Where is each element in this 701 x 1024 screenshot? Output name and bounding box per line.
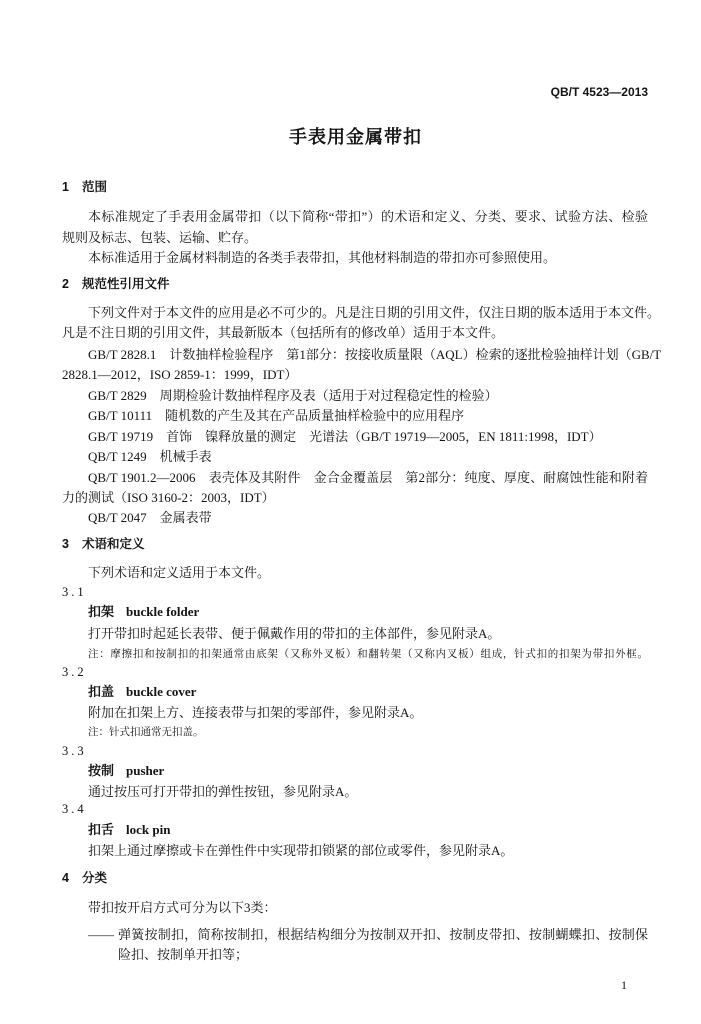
section-title: 范围 [82, 180, 108, 194]
term-heading [88, 602, 199, 622]
term-heading [88, 820, 170, 840]
reference-entry: QB/T 1249 机械手表 [88, 449, 212, 464]
section-intro: 下列术语和定义适用于本文件。 [88, 565, 271, 580]
term-chinese: 扣盖 [88, 684, 115, 699]
paragraph-line: 本标准适用于金属材料制造的各类手表带扣，其他材料制造的带扣亦可参照使用。 [88, 250, 557, 265]
term-english: buckle cover [126, 684, 197, 699]
term-definition: 打开带扣时起延长表带、便于佩戴作用的带扣的主体部件，参见附录A。 [88, 626, 501, 641]
section-title: 分类 [82, 871, 108, 885]
standard-code-header: QB/T 4523—2013 [550, 85, 648, 99]
paragraph-line: 凡是不注日期的引用文件，其最新版本（包括所有的修改单）适用于本文件。 [62, 325, 505, 340]
term-definition: 扣架上通过摩擦或卡在弹性件中实现带扣锁紧的部位或零件，参见附录A。 [88, 843, 514, 858]
section-4-heading [62, 868, 107, 888]
reference-entry: GB/T 19719 首饰 镍释放量的测定 光谱法（GB/T 19719—2005，EN 1811:1998，IDT） [88, 429, 602, 444]
paragraph-line: 下列文件对于本文件的应用是必不可少的。凡是注日期的引用文件，仅注日期的版本适用于本文件。 [88, 305, 661, 320]
term-chinese: 扣架 [88, 604, 115, 619]
reference-entry: GB/T 10111 随机数的产生及其在产品质量抽样检验中的应用程序 [88, 408, 465, 423]
section-number: 2 [62, 277, 69, 291]
reference-entry: GB/T 2828.1 计数抽样检验程序 第1部分：按接收质量限（AQL）检索的逐批检验抽样计划（GB/T [88, 347, 662, 362]
list-item-line: 弹簧按制扣，简称按制扣，根据结构细分为按制双开扣、按制皮带扣、按制蝴蝶扣、按制保 [118, 927, 648, 942]
reference-entry-continuation: 2828.1—2012，ISO 2859-1：1999，IDT） [62, 367, 298, 382]
section-number: 4 [62, 871, 69, 885]
reference-entry-continuation: 力的测试（ISO 3160-2：2003，IDT） [62, 490, 275, 505]
section-title: 规范性引用文件 [82, 277, 170, 291]
section-3-heading [62, 534, 145, 554]
section-1-heading [62, 177, 107, 197]
section-number: 1 [62, 180, 69, 194]
term-note: 注：针式扣通常无扣盖。 [88, 727, 204, 738]
paragraph-line: 规则及标志、包装、运输、贮存。 [62, 230, 258, 245]
reference-entry: GB/T 2829 周期检验计数抽样程序及表（适用于对过程稳定性的检验） [88, 388, 498, 403]
clause-number: 3.1 [62, 585, 87, 599]
clause-number: 3.4 [62, 802, 87, 816]
term-heading [88, 682, 196, 702]
section-intro: 带扣按开启方式可分为以下3类： [88, 900, 277, 915]
term-definition: 附加在扣架上方、连接表带与扣架的零部件，参见附录A。 [88, 705, 423, 720]
reference-entry: QB/T 1901.2—2006 表壳体及其附件 金合金覆盖层 第2部分：纯度、厚度、耐腐蚀性能和附着 [88, 470, 648, 485]
term-definition: 通过按压可打开带扣的弹性按钮，参见附录A。 [88, 784, 358, 799]
term-heading [88, 761, 164, 781]
page-number: 1 [621, 978, 627, 992]
document-title: 手表用金属带扣 [289, 127, 422, 147]
term-note: 注：摩擦扣和按制扣的扣架通常由底架（又称外叉板）和翻转架（又称内叉板）组成，针式扣的扣架为带扣外框。 [88, 649, 648, 660]
list-item-line: 险扣、按制单开扣等； [118, 947, 249, 962]
term-english: lock pin [126, 822, 171, 837]
list-dash-marker: —— [88, 927, 114, 942]
clause-number: 3.3 [62, 744, 87, 758]
section-2-heading [62, 274, 170, 294]
term-chinese: 扣舌 [88, 822, 115, 837]
clause-number: 3.2 [62, 665, 87, 679]
term-chinese: 按制 [88, 763, 115, 778]
section-number: 3 [62, 537, 69, 551]
term-english: buckle folder [126, 604, 200, 619]
reference-entry: QB/T 2047 金属表带 [88, 510, 212, 525]
paragraph-line: 本标准规定了手表用金属带扣（以下简称“带扣”）的术语和定义、分类、要求、试验方法、检验 [88, 209, 648, 224]
term-english: pusher [126, 763, 165, 778]
section-title: 术语和定义 [82, 537, 145, 551]
